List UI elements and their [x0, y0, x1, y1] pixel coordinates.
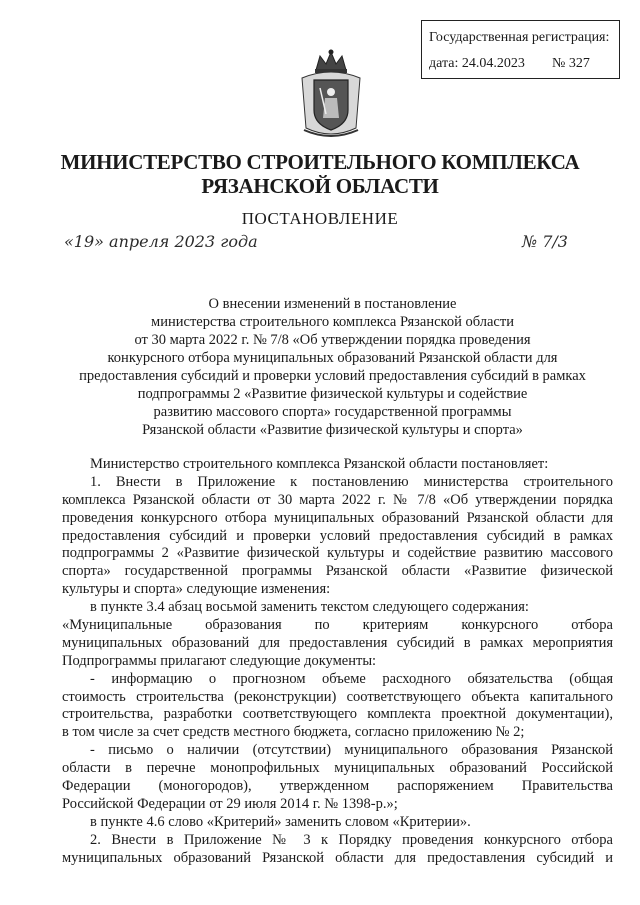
subject-line: министерства строительного комплекса Рязанской области [151, 314, 514, 330]
registration-number: № 327 [552, 56, 590, 71]
body-line: подпрограммы 2 «Развитие физической культуры и содействие развитию массового [62, 545, 613, 562]
body-line: стоимость строительства (реконструкции) соответствующего объекта капитального [62, 688, 613, 705]
subject-line: Рязанской области «Развитие физической культуры и спорта» [142, 422, 523, 438]
body-line: спорта» государственной программы Рязанской области «Развитие физической [62, 563, 613, 580]
subject-line: конкурсного отбора муниципальных образований Рязанской области для [107, 350, 558, 366]
registration-date: дата: 24.04.2023 [429, 56, 525, 71]
body-line: в пункте 3.4 абзац восьмой заменить текстом следующего содержания: [90, 599, 529, 616]
body-line: комплекса Рязанской области от 30 марта 2022 г. № 7/8 «Об утверждении порядка [62, 491, 613, 508]
body-line: Подпрограммы прилагают следующие документы: [62, 652, 377, 669]
body-line: Министерство строительного комплекса Рязанской области постановляет: [90, 456, 549, 472]
subject-line: развитию массового спорта» государственной программы [153, 404, 512, 420]
coat-of-arms-icon [296, 48, 366, 140]
subject-line: О внесении изменений в постановление [208, 296, 457, 312]
document-type: ПОСТАНОВЛЕНИЕ [241, 209, 399, 228]
body-line: культуры и спорта» следующие изменения: [62, 581, 331, 598]
document-body [62, 456, 613, 867]
body-line: 1. Внести в Приложение к постановлению министерства строительного [90, 473, 613, 490]
body-line: проведения конкурсного отбора муниципальных образований Рязанской области для [62, 509, 613, 526]
body-line: предоставления субсидий и проверки условий предоставления субсидий в рамках [62, 527, 613, 544]
subject-line: подпрограммы 2 «Развитие физической культуры и содействие [137, 386, 528, 402]
body-line: муниципальных образований для предоставления субсидий в рамках мероприятия [62, 634, 613, 651]
registration-title: Государственная регистрация: [429, 30, 610, 45]
body-line: «Муниципальные образования по критериям конкурсного отбора [62, 617, 613, 634]
registration-stamp [421, 20, 620, 79]
ministry-title-line2: РЯЗАНСКОЙ ОБЛАСТИ [201, 174, 439, 198]
body-line: в том числе за счет средств местного бюджета, согласно приложению № 2; [62, 724, 525, 741]
body-line: Российской Федерации от 29 июля 2014 г. № 1398-р.»; [62, 795, 398, 812]
document-number: № 7/3 [522, 232, 568, 251]
document-subject [60, 295, 605, 439]
body-line: строительства, разработки соответствующего комплекта проектной документации), [62, 706, 613, 723]
body-line: муниципальных образований Рязанской области для предоставления субсидий и [62, 849, 613, 866]
subject-line: предоставления субсидий и проверки условий предоставления субсидий в рамках [79, 368, 586, 384]
document-date: «19» апреля 2023 года [64, 232, 258, 251]
body-line: области в перечне монопрофильных муниципальных образований Российской [62, 760, 613, 777]
body-line: 2. Внести в Приложение № 3 к Порядку проведения конкурсного отбора [90, 831, 613, 848]
body-line: Федерации (моногородов), утвержденном распоряжением Правительства [62, 778, 613, 795]
body-line: в пункте 4.6 слово «Критерий» заменить словом «Критерии». [90, 813, 471, 830]
subject-line: от 30 марта 2022 г. № 7/8 «Об утверждении порядка проведения [134, 332, 531, 348]
body-line: - информацию о прогнозном объеме расходного обязательства (общая [90, 670, 613, 687]
body-line: - письмо о наличии (отсутствии) муниципального образования Рязанской [90, 742, 613, 759]
ministry-title-line1: МИНИСТЕРСТВО СТРОИТЕЛЬНОГО КОМПЛЕКСА [60, 150, 580, 174]
